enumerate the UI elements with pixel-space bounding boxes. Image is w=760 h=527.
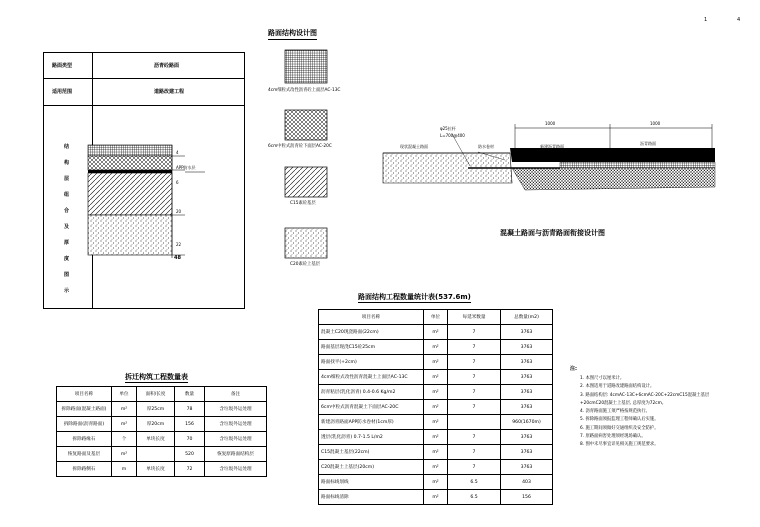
joint-asphalt-top bbox=[510, 148, 715, 162]
joint-dim-right: 1000 bbox=[650, 121, 661, 126]
note-item: 3. 路面结构层: 4cmAC-13C+6cmAC-20C+22cmC15混凝土基层 bbox=[580, 392, 710, 398]
joint-label-a: 现状混凝土路面 bbox=[400, 144, 428, 149]
joint-caption: 混凝土路面与沥青路面衔接设计图 bbox=[500, 229, 605, 237]
legend-label-c20: C20素砼上基层 bbox=[290, 262, 320, 267]
row-label-scope: 适用范围 bbox=[52, 89, 73, 95]
layer-column bbox=[88, 145, 205, 258]
anno-6: 48 bbox=[174, 255, 181, 261]
layer-ac13 bbox=[88, 145, 172, 156]
layer-c20 bbox=[88, 215, 172, 255]
joint-bar-length: L=700@400 bbox=[440, 133, 465, 138]
anno-2: APP防水层 bbox=[176, 165, 196, 170]
row-value-type: 沥青砼路面 bbox=[154, 63, 180, 69]
legend-label-c15: C15素砼基层 bbox=[290, 201, 316, 206]
quantity-table bbox=[56, 386, 267, 477]
row-label-type: 路面类型 bbox=[52, 63, 73, 69]
note-item: 6. 施工期间须做好交通组织及安全防护。 bbox=[580, 425, 659, 431]
legend-label-ac13: 4cm细粒式改性沥青砼上面层AC-13C bbox=[268, 88, 341, 93]
table-row: 恢复路面及基层 m² 520 恢复原路面结构层 bbox=[57, 447, 267, 462]
table-row: 路面找平(+2cm) m² 7 3763 bbox=[319, 355, 553, 370]
page-number-left: 1 bbox=[704, 17, 708, 23]
table-row: C15混凝土基层(22cm) m² 7 3763 bbox=[319, 445, 553, 460]
table-row: 沥青粘层(乳化沥青) 0.4-0.6 Kg/m2 m² 7 3763 bbox=[319, 385, 553, 400]
joint-bar-label: φ25拉杆 bbox=[440, 126, 456, 131]
anno-4: 20 bbox=[176, 209, 182, 214]
layer-waterproof bbox=[88, 170, 172, 173]
legend-swatch-c15 bbox=[285, 167, 327, 197]
note-item: 5. 拆除路面须报监理工程师确认后实施。 bbox=[580, 417, 659, 423]
quantity-table-header: 项目名称 单位 面积/长度 数量 备注 bbox=[57, 387, 267, 402]
main-header-cell: 每延米数量 bbox=[448, 310, 501, 325]
main-table bbox=[318, 309, 553, 505]
design-title: 路面结构设计图 bbox=[268, 28, 317, 40]
anno-1: 4 bbox=[176, 150, 179, 155]
layer-c15 bbox=[88, 173, 172, 215]
table-row: 拆除路面(沥青路面) m² 厚20cm 156 含垃圾外运处理 bbox=[57, 417, 267, 432]
joint-dim-left: 1000 bbox=[545, 121, 556, 126]
vertical-label: 结 构 层 组 合 及 厚 度 图 示 bbox=[64, 144, 70, 294]
anno-3: 6 bbox=[176, 180, 179, 185]
note-item: 7. 原路面病害处理须经现场确认。 bbox=[580, 434, 646, 440]
joint-label-d: 沥青路面 bbox=[640, 141, 656, 146]
table-row: 4cm细粒式改性沥青混凝土上面层AC-13C m² 7 3763 bbox=[319, 370, 553, 385]
table-row: 拆除路侧石 m 单块长度 72 含垃圾外运处理 bbox=[57, 462, 267, 477]
note-item: 4. 沥青路面施工须严格按规范执行。 bbox=[580, 409, 650, 415]
joint-label-c: 新建沥青路面 bbox=[540, 144, 564, 149]
note-item: +20cmC20混凝土上基层, 总厚度为72cm。 bbox=[580, 400, 667, 406]
table-row: 路面基层现浇C15砼25cm m² 7 3763 bbox=[319, 340, 553, 355]
notes bbox=[570, 367, 709, 452]
main-header-cell: 单位 bbox=[424, 310, 448, 325]
legend-label-ac20: 6cm中粒式沥青砼下面层AC-20C bbox=[268, 144, 332, 149]
table-row: 透层(乳化沥青) 0.7-1.5 L/m2 m² 7 3763 bbox=[319, 430, 553, 445]
legend-swatch-ac13 bbox=[285, 50, 327, 83]
table-row: 拆除路缘石 个 单块长度 70 含垃圾外运处理 bbox=[57, 432, 267, 447]
table-row: 拆除路面(混凝土路面) m² 厚25cm 78 含垃圾外运处理 bbox=[57, 402, 267, 417]
note-item: 1. 本图尺寸以厘米计。 bbox=[580, 376, 625, 381]
main-header-cell: 总数量(m2) bbox=[501, 310, 553, 325]
table-row: 路面标线划线 m² 6.5 403 bbox=[319, 475, 553, 490]
joint-base bbox=[512, 168, 715, 190]
page-number-right: 4 bbox=[737, 17, 741, 23]
table-row: 6cm中粒式沥青混凝土下面层AC-20C m² 7 3763 bbox=[319, 400, 553, 415]
joint-label-b: 防水卷材 bbox=[478, 144, 494, 149]
anno-5: 22 bbox=[176, 242, 182, 247]
main-table-header bbox=[319, 310, 553, 325]
main-table-title: 路面结构工程数量统计表(537.6m) bbox=[358, 293, 471, 301]
table-row: 混凝土C20现浇路面(22cm) m² 7 3763 bbox=[319, 325, 553, 340]
quantity-table-title: 拆迁构筑工程数量表 bbox=[125, 373, 188, 381]
legend-swatch-c20 bbox=[285, 228, 327, 258]
table-row: 路面标线清除 m² 6.5 156 bbox=[319, 490, 553, 505]
notes-heading: 注: bbox=[570, 366, 577, 372]
row-value-scope: 道路改建工程 bbox=[154, 89, 185, 95]
main-header-cell: 项目名称 bbox=[319, 310, 424, 325]
legend-swatch-ac20 bbox=[285, 110, 327, 140]
layer-ac20 bbox=[88, 156, 172, 170]
table-row: 新建沥青路面APP防水卷材(1cm厚) m² 960(1670m) bbox=[319, 415, 553, 430]
note-item: 2. 本图适用于道路改建路面结构设计。 bbox=[580, 384, 655, 390]
note-item: 8. 图中未尽事宜详见相关施工规范要求。 bbox=[580, 442, 659, 448]
table-row: C20混凝土上基层(20cm) m² 7 3763 bbox=[319, 460, 553, 475]
